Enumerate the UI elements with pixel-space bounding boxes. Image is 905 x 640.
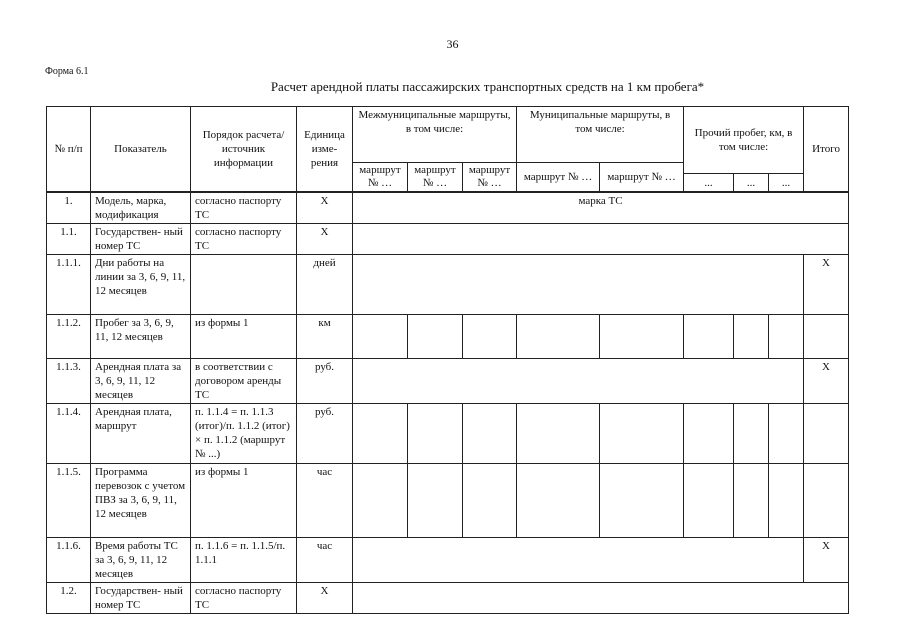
merged-empty-cell bbox=[353, 538, 804, 583]
table-row bbox=[47, 315, 849, 359]
header-municipal: Муниципальные маршруты, в том числе: bbox=[517, 107, 684, 163]
value-cell bbox=[769, 464, 804, 538]
row-unit: Х bbox=[297, 583, 353, 614]
rent-calculation-table bbox=[46, 106, 849, 614]
row-total bbox=[804, 315, 849, 359]
value-cell bbox=[463, 315, 517, 359]
row-num: 1.2. bbox=[47, 583, 91, 614]
row-method: в соответствии с договором аренды ТС bbox=[191, 359, 297, 404]
header-route: маршрут № … bbox=[517, 163, 600, 193]
value-cell bbox=[408, 464, 463, 538]
row-indicator: Арендная плата, маршрут bbox=[91, 404, 191, 464]
value-cell bbox=[517, 464, 600, 538]
row-num: 1. bbox=[47, 192, 91, 224]
value-cell bbox=[353, 315, 408, 359]
header-other: Прочий пробег, км, в том числе: bbox=[684, 107, 804, 174]
header-route: маршрут № … bbox=[463, 163, 517, 193]
row-indicator: Программа перевозок с учетом ПВЗ за 3, 6, 9, 11, 12 месяцев bbox=[91, 464, 191, 538]
value-cell bbox=[734, 464, 769, 538]
row-indicator: Модель, марка, модификация bbox=[91, 192, 191, 224]
row-unit: руб. bbox=[297, 404, 353, 464]
row-indicator: Государствен- ный номер ТС bbox=[91, 583, 191, 614]
row-method bbox=[191, 255, 297, 315]
row-unit: Х bbox=[297, 192, 353, 224]
row-indicator: Пробег за 3, 6, 9, 11, 12 месяцев bbox=[91, 315, 191, 359]
row-num: 1.1.6. bbox=[47, 538, 91, 583]
row-num: 1.1.5. bbox=[47, 464, 91, 538]
row-total: Х bbox=[804, 538, 849, 583]
value-cell bbox=[769, 315, 804, 359]
value-cell bbox=[600, 464, 684, 538]
row-indicator: Время работы ТС за 3, 6, 9, 11, 12 месяцев bbox=[91, 538, 191, 583]
header-other-dots: ... bbox=[769, 174, 804, 192]
header-route: маршрут № … bbox=[600, 163, 684, 193]
value-cell bbox=[517, 315, 600, 359]
value-cell bbox=[600, 404, 684, 464]
merged-empty-cell bbox=[353, 224, 849, 255]
value-cell bbox=[734, 404, 769, 464]
row-unit: км bbox=[297, 315, 353, 359]
row-method: из формы 1 bbox=[191, 464, 297, 538]
brand-cell: марка ТС bbox=[353, 192, 849, 224]
row-method: п. 1.1.4 = п. 1.1.3 (итог)/п. 1.1.2 (итог) × п. 1.1.2 (маршрут № ...) bbox=[191, 404, 297, 464]
value-cell bbox=[353, 464, 408, 538]
value-cell bbox=[684, 464, 734, 538]
row-unit: час bbox=[297, 538, 353, 583]
table-row bbox=[47, 192, 849, 224]
table-row bbox=[47, 255, 849, 315]
page-number: 36 bbox=[446, 37, 459, 51]
value-cell bbox=[734, 315, 769, 359]
row-method: согласно паспорту ТС bbox=[191, 192, 297, 224]
row-total bbox=[804, 464, 849, 538]
value-cell bbox=[517, 404, 600, 464]
value-cell bbox=[353, 404, 408, 464]
value-cell bbox=[769, 404, 804, 464]
row-total: Х bbox=[804, 255, 849, 315]
table-row bbox=[47, 359, 849, 404]
table-row bbox=[47, 224, 849, 255]
row-indicator: Государствен- ный номер ТС bbox=[91, 224, 191, 255]
row-unit: руб. bbox=[297, 359, 353, 404]
row-unit: час bbox=[297, 464, 353, 538]
form-label: Форма 6.1 bbox=[45, 66, 89, 77]
row-num: 1.1.3. bbox=[47, 359, 91, 404]
row-num: 1.1.1. bbox=[47, 255, 91, 315]
merged-empty-cell bbox=[353, 255, 804, 315]
value-cell bbox=[408, 404, 463, 464]
document-title: Расчет арендной платы пассажирских транспортных средств на 1 км пробега* bbox=[270, 79, 705, 94]
row-unit: Х bbox=[297, 224, 353, 255]
header-route: маршрут № … bbox=[408, 163, 463, 193]
header-other-dots: ... bbox=[734, 174, 769, 192]
row-total: Х bbox=[804, 359, 849, 404]
merged-empty-cell bbox=[353, 583, 849, 614]
row-total bbox=[804, 404, 849, 464]
header-total: Итого bbox=[804, 107, 849, 193]
header-num: № п/п bbox=[47, 107, 91, 193]
table-row bbox=[47, 404, 849, 464]
row-method: п. 1.1.6 = п. 1.1.5/п. 1.1.1 bbox=[191, 538, 297, 583]
header-intermunicipal: Межмуниципальные маршруты, в том числе: bbox=[353, 107, 517, 163]
row-num: 1.1. bbox=[47, 224, 91, 255]
row-method: согласно паспорту ТС bbox=[191, 583, 297, 614]
row-num: 1.1.4. bbox=[47, 404, 91, 464]
header-unit: Единица изме- рения bbox=[297, 107, 353, 193]
header-indicator: Показатель bbox=[91, 107, 191, 193]
value-cell bbox=[684, 315, 734, 359]
merged-empty-cell bbox=[353, 359, 804, 404]
row-num: 1.1.2. bbox=[47, 315, 91, 359]
row-unit: дней bbox=[297, 255, 353, 315]
value-cell bbox=[408, 315, 463, 359]
value-cell bbox=[463, 464, 517, 538]
table-row bbox=[47, 538, 849, 583]
value-cell bbox=[684, 404, 734, 464]
value-cell bbox=[463, 404, 517, 464]
header-route: маршрут № … bbox=[353, 163, 408, 193]
row-indicator: Дни работы на линии за 3, 6, 9, 11, 12 месяцев bbox=[91, 255, 191, 315]
row-method: из формы 1 bbox=[191, 315, 297, 359]
value-cell bbox=[600, 315, 684, 359]
row-indicator: Арендная плата за 3, 6, 9, 11, 12 месяцев bbox=[91, 359, 191, 404]
table-row bbox=[47, 464, 849, 538]
row-method: согласно паспорту ТС bbox=[191, 224, 297, 255]
table-row bbox=[47, 583, 849, 614]
header-method: Порядок расчета/источник информации bbox=[191, 107, 297, 193]
header-other-dots: ... bbox=[684, 174, 734, 192]
